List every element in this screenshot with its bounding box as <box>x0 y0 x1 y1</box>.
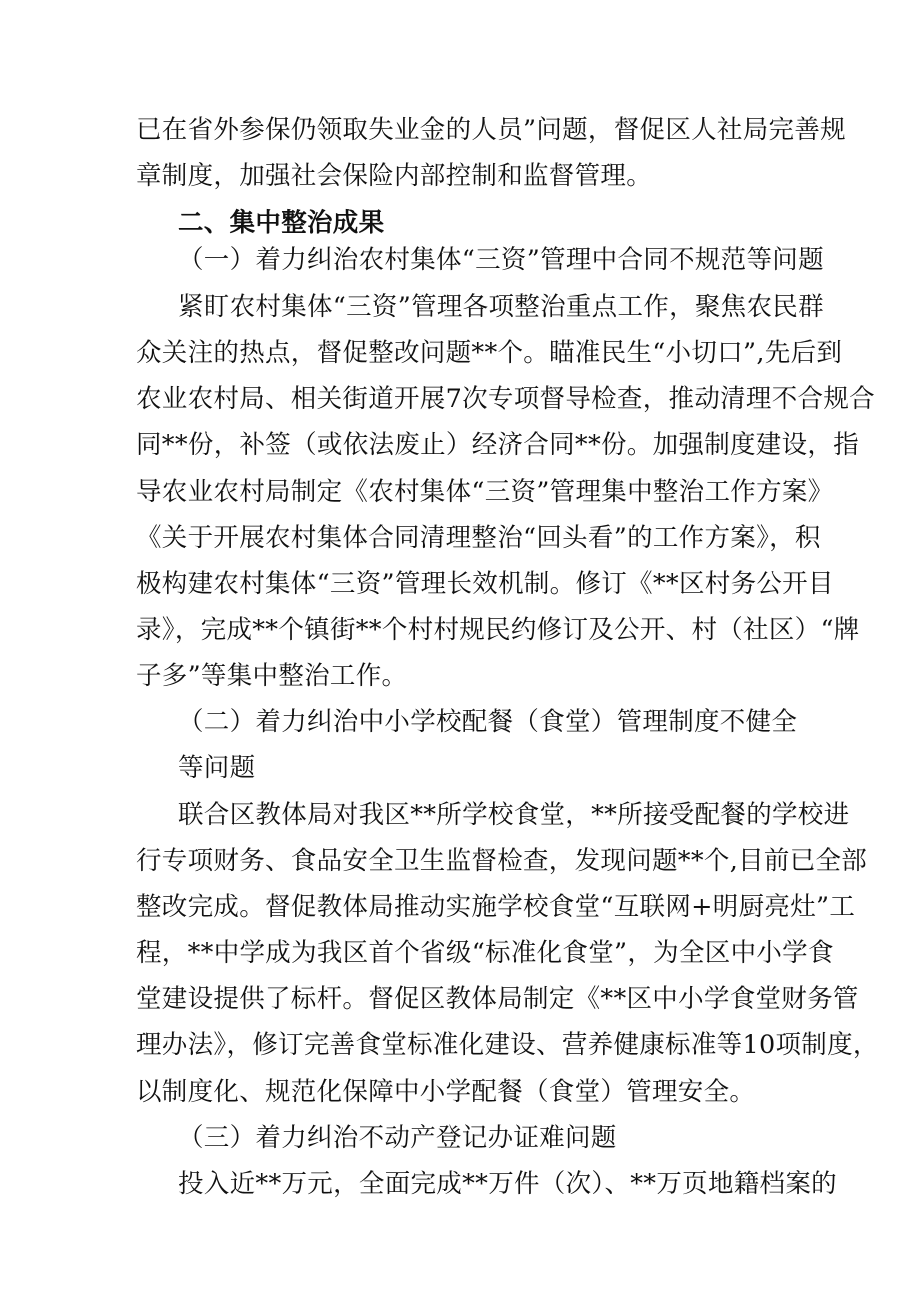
paragraph-line: 程，**中学成为我区首个省级“标准化食堂”，为全区中小学食 <box>136 938 834 968</box>
paragraph-line: 录》，完成**个镇街**个村村规民约修订及公开、村（社区）“牌 <box>136 615 860 645</box>
paragraph-line: 章制度，加强社会保险内部控制和监督管理。 <box>136 161 653 191</box>
paragraph-line: 已在省外参保仍领取失业金的人员”问题，督促区人社局完善规 <box>136 115 846 145</box>
paragraph-line: 行专项财务、食品安全卫生监督检查，发现问题**个,目前已全部 <box>136 846 868 876</box>
paragraph-line: 同**份，补签（或依法废止）经济合同**份。加强制度建设，指 <box>136 430 860 460</box>
subsection-heading: （一）着力纠治农村集体“三资”管理中合同不规范等问题 <box>178 245 824 275</box>
paragraph-line: 农业农村局、相关街道开展7次专项督导检查，推动清理不合规合 <box>136 384 875 414</box>
subsection-heading: （三）着力纠治不动产登记办证难问题 <box>178 1123 617 1153</box>
paragraph-line: 理办法》，修订完善食堂标准化建设、营养健康标准等10项制度， <box>136 1030 879 1060</box>
section-heading: 二、集中整治成果 <box>178 208 385 238</box>
paragraph-line: 众关注的热点，督促整改问题**个。瞄准民生“小切口”,先后到 <box>136 338 843 368</box>
paragraph-line: 整改完成。督促教体局推动实施学校食堂“互联网+明厨亮灶”工 <box>136 892 856 922</box>
paragraph-line: 堂建设提供了标杆。督促区教体局制定《**区中小学食堂财务管 <box>136 984 859 1014</box>
subsection-heading: （二）着力纠治中小学校配餐（食堂）管理制度不健全 <box>178 707 798 737</box>
paragraph-line: 以制度化、规范化保障中小学配餐（食堂）管理安全。 <box>136 1077 756 1107</box>
paragraph-line: 极构建农村集体“三资”管理长效机制。修订《**区村务公开目 <box>136 569 834 599</box>
paragraph-line: 子多”等集中整治工作。 <box>136 661 408 691</box>
paragraph-line: 紧盯农村集体“三资”管理各项整治重点工作，聚焦农民群 <box>178 292 824 322</box>
paragraph-line: 投入近**万元，全面完成**万件（次）、**万页地籍档案的 <box>178 1169 837 1199</box>
paragraph-line: 《关于开展农村集体合同清理整治“回头看”的工作方案》，积 <box>136 523 821 553</box>
subsection-heading-continued: 等问题 <box>178 753 256 783</box>
paragraph-line: 导农业农村局制定《农村集体“三资”管理集中整治工作方案》 <box>136 477 834 507</box>
paragraph-line: 联合区教体局对我区**所学校食堂，**所接受配餐的学校进 <box>178 800 850 830</box>
